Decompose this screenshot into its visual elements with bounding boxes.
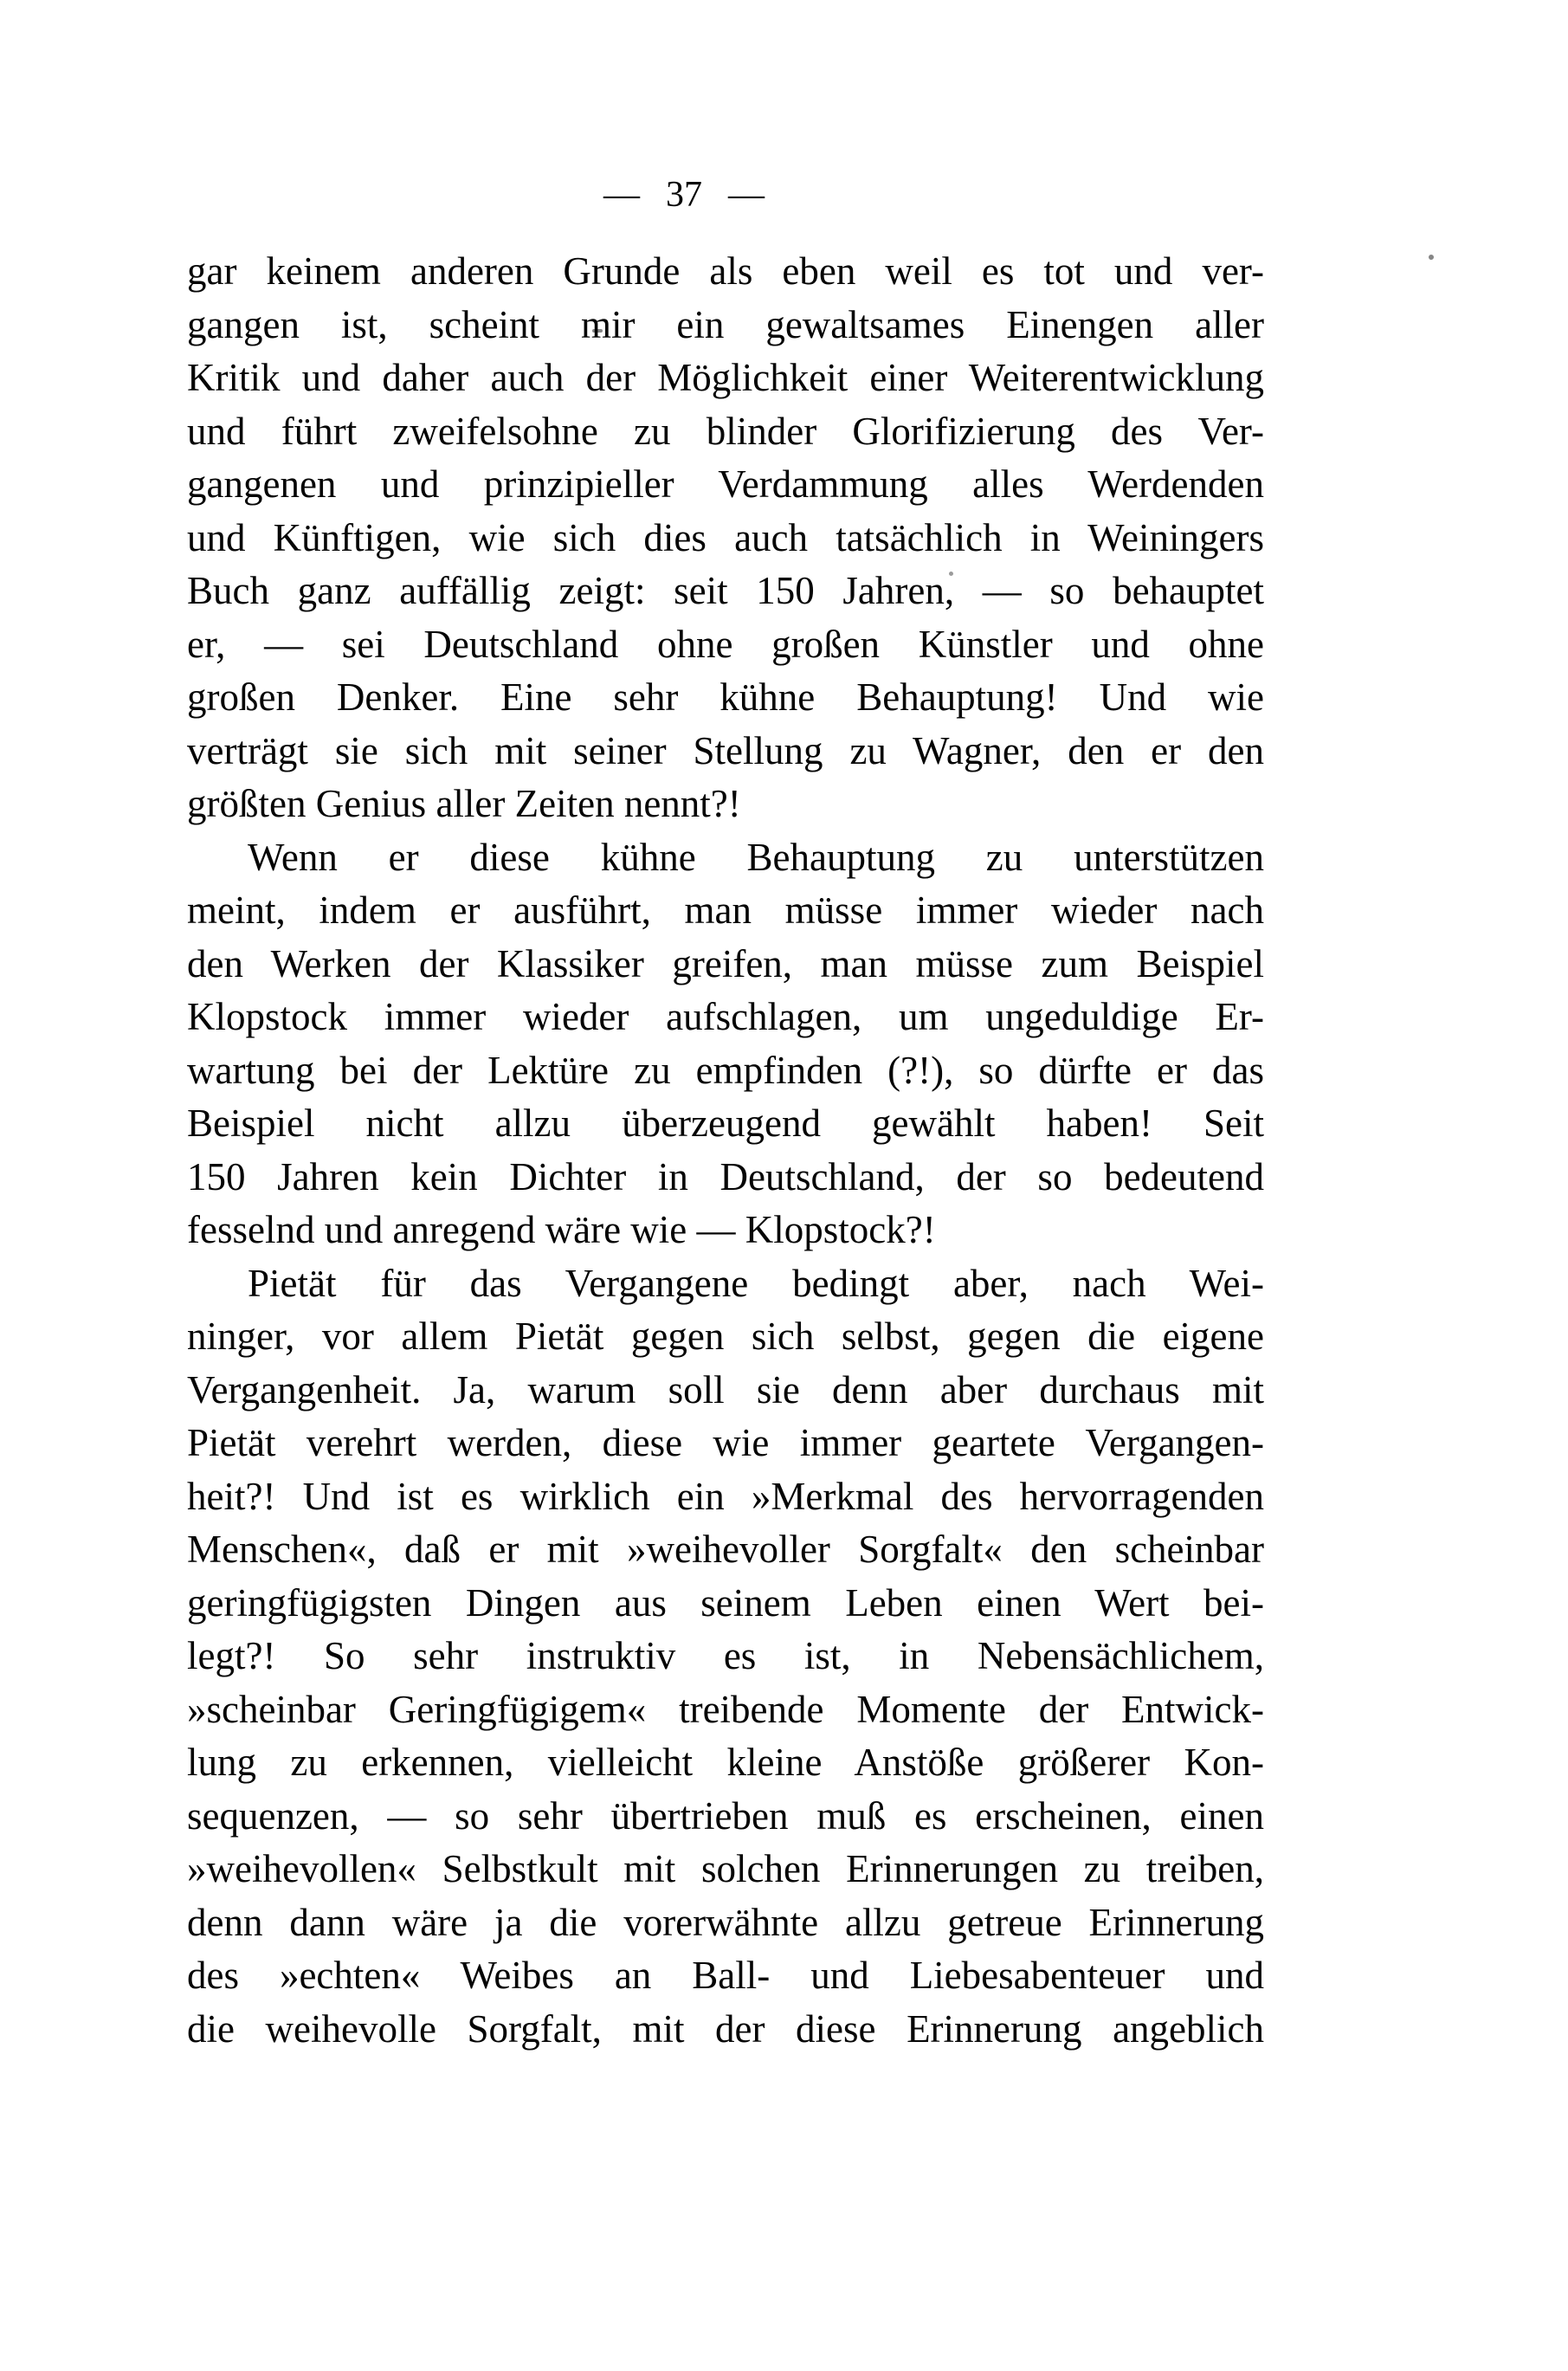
- text-line: legt?! So sehr instruktiv es ist, in Nebensächlichem,: [187, 1634, 1264, 1677]
- text-line: verträgt sie sich mit seiner Stellung zu Wagner, den er den: [187, 728, 1264, 772]
- text-line: des »echten« Weibes an Ball- und Liebesabenteuer und: [187, 1954, 1264, 1997]
- header-dash-left: —: [603, 175, 640, 215]
- text-line: ninger, vor allem Pietät gegen sich selbst, gegen die eigene: [187, 1315, 1264, 1358]
- scan-speck: [1429, 255, 1434, 260]
- text-line: die weihevolle Sorgfalt, mit der diese Erinnerung angeblich: [187, 2006, 1264, 2051]
- text-line: den Werken der Klassiker greifen, man müsse zum Beispiel: [187, 941, 1264, 985]
- text-line: denn dann wäre ja die vorerwähnte allzu getreue Erinnerung: [187, 1900, 1264, 1944]
- text-line: lung zu erkennen, vielleicht kleine Anstöße größerer Kon-: [187, 1741, 1264, 1784]
- text-line: er, — sei Deutschland ohne großen Künstler und ohne: [187, 622, 1264, 666]
- page-header: [187, 173, 1181, 216]
- text-line: gar keinem anderen Grunde als eben weil es tot und ver-: [187, 249, 1264, 293]
- paragraph: [187, 1257, 1264, 2057]
- text-line: größten Genius aller Zeiten nennt?!: [187, 782, 741, 825]
- text-line: und Künftigen, wie sich dies auch tatsächlich in Weiningers: [187, 515, 1264, 559]
- text-line: Wenn er diese kühne Behauptung zu unterstützen: [248, 835, 1264, 879]
- text-line: Klopstock immer wieder aufschlagen, um ungeduldige Er-: [187, 995, 1264, 1038]
- text-line: »scheinbar Geringfügigem« treibende Momente der Entwick-: [187, 1687, 1264, 1731]
- paragraph: [187, 245, 1264, 831]
- text-line: geringfügigsten Dingen aus seinem Leben einen Wert bei-: [187, 1580, 1264, 1625]
- text-line: sequenzen, — so sehr übertrieben muß es erscheinen, einen: [187, 1793, 1264, 1838]
- header-dash-right: —: [728, 175, 765, 215]
- text-line: heit?! Und ist es wirklich ein »Merkmal des hervorragenden: [187, 1474, 1264, 1518]
- text-line: und führt zweifelsohne zu blinder Glorifizierung des Ver-: [187, 409, 1264, 453]
- paragraph: [187, 831, 1264, 1257]
- text-line: Pietät verehrt werden, diese wie immer geartete Vergangen-: [187, 1421, 1264, 1464]
- text-line: »weihevollen« Selbstkult mit solchen Erinnerungen zu treiben,: [187, 1847, 1264, 1890]
- text-line: Beispiel nicht allzu überzeugend gewählt haben! Seit: [187, 1102, 1264, 1145]
- text-line: wartung bei der Lektüre zu empfinden (?!), so dürfte er das: [187, 1048, 1264, 1092]
- text-line: meint, indem er ausführt, man müsse immer wieder nach: [187, 888, 1264, 932]
- text-line: Pietät für das Vergangene bedingt aber, nach Wei-: [248, 1261, 1264, 1305]
- text-line: Kritik und daher auch der Möglichkeit einer Weiterentwicklung: [187, 356, 1264, 399]
- text-block: [187, 245, 1264, 2056]
- text-line: fesselnd und anregend wäre wie — Klopstock?!: [187, 1208, 936, 1251]
- text-line: Buch ganz auffällig zeigt: seit 150 Jahren, — so behauptet: [187, 569, 1264, 612]
- text-line: Vergangenheit. Ja, warum soll sie denn aber durchaus mit: [187, 1367, 1264, 1412]
- page-number: 37: [666, 175, 702, 215]
- text-line: 150 Jahren kein Dichter in Deutschland, der so bedeutend: [187, 1154, 1264, 1198]
- text-line: großen Denker. Eine sehr kühne Behauptung! Und wie: [187, 675, 1264, 719]
- text-line: gangen ist, scheint mir ein gewaltsames Einengen aller: [187, 302, 1264, 346]
- text-line: gangenen und prinzipieller Verdammung alles Werdenden: [187, 462, 1264, 506]
- text-line: Menschen«, daß er mit »weihevoller Sorgfalt« den scheinbar: [187, 1528, 1264, 1571]
